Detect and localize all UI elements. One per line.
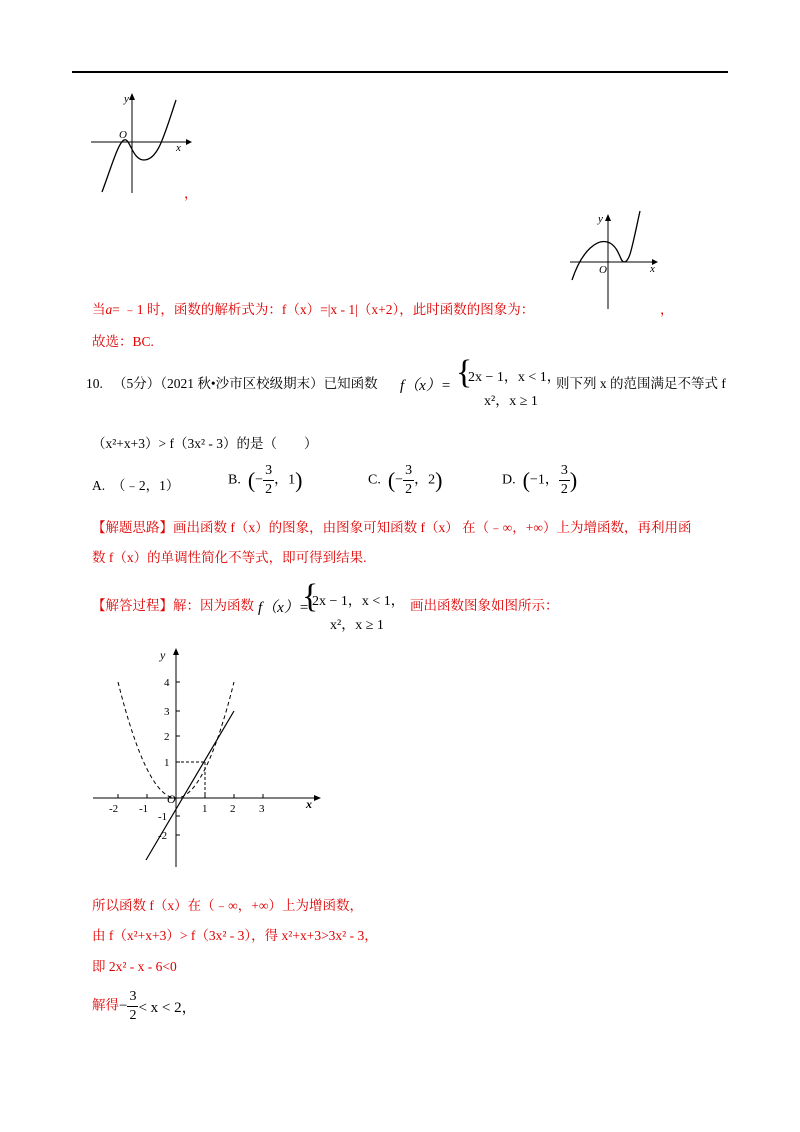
option-b[interactable]: B. (− $\frac{3}{2}$ ，1)	[228, 463, 303, 497]
conclusion-line3: 即 2x² - x - 6<0	[92, 959, 177, 974]
graph-y-label: y	[160, 648, 166, 662]
q10-number: 10.	[86, 376, 103, 391]
process-case1: 2x − 1，x < 1，	[312, 594, 405, 609]
graph-x-label: x	[306, 797, 312, 811]
q10-case1: 2x − 1，x < 1，	[468, 370, 561, 385]
y-tick-neg2: -2	[158, 830, 168, 842]
top-graph-x-label: x	[176, 142, 181, 154]
graph-origin-label: O	[167, 792, 176, 806]
process-func-name: f（x）=	[258, 600, 309, 616]
q10-intro	[86, 372, 378, 392]
conclusion-line1: 所以函数 f（x）在（﹣∞，+∞）上为增函数，	[92, 898, 363, 913]
answer9-line1: 当a= ﹣1 时，函数的解析式为：f（x）=|x - 1|（x+2），此时函数的图象为：	[92, 302, 535, 317]
q10-score: （5分）	[113, 376, 161, 391]
x-tick-1: 1	[202, 803, 208, 815]
function-graph	[88, 645, 328, 870]
q10-case2: x²，x ≥ 1	[484, 394, 538, 409]
thinking-line2: 数 f（x）的单调性简化不等式，即可得到结果.	[92, 550, 367, 565]
right-graph-origin-label: O	[599, 264, 607, 276]
cubic-graph-right	[568, 205, 668, 311]
process-tail: 画出函数图象如图所示：	[410, 598, 559, 613]
x-tick-3: 3	[259, 803, 265, 815]
x-tick-2: 2	[230, 803, 236, 815]
x-tick-neg2: -2	[109, 803, 119, 815]
y-tick-3: 3	[164, 706, 170, 718]
q10-source: （2021 秋•沙市区校级期末）已知函数	[160, 376, 378, 391]
conclusion-line2: 由 f（x²+x+3）> f（3x² - 3），得 x²+x+3>3x² - 3，	[92, 928, 378, 943]
thinking-line1: 【解题思路】画出函数 f（x）的图象，由图象可知函数 f（x） 在（﹣∞，+∞）上为增函数，再利用函	[92, 520, 692, 535]
process-intro: 【解答过程】解：因为函数	[92, 598, 254, 613]
header-rule	[72, 71, 728, 73]
right-graph-y-label: y	[598, 213, 603, 225]
q10-func-name: f（x）=	[400, 378, 451, 394]
right-graph-comma: ，	[660, 302, 674, 317]
option-a[interactable]: A. （﹣2，1）	[92, 478, 180, 493]
right-graph-x-label: x	[650, 263, 655, 275]
conclusion-line4: 解得− $\frac{3}{2}$ < x < 2，	[92, 989, 197, 1023]
y-tick-2: 2	[164, 731, 170, 743]
top-graph-origin-label: O	[119, 129, 127, 141]
top-graph-comma: ，	[184, 186, 198, 201]
option-d[interactable]: D. (−1， $\frac{3}{2}$ )	[502, 463, 578, 497]
cubic-graph-top	[86, 88, 196, 198]
x-tick-neg1: -1	[139, 803, 149, 815]
y-tick-1: 1	[164, 757, 170, 769]
q10-tail: 则下列 x 的范围满足不等式 f	[556, 376, 726, 391]
top-graph-y-label: y	[124, 93, 129, 105]
process-case2: x²，x ≥ 1	[330, 618, 384, 633]
option-c[interactable]: C. (− $\frac{3}{2}$ ，2)	[368, 463, 443, 497]
q10-piecewise: { 2x − 1，x < 1， x²，x ≥ 1	[456, 354, 561, 409]
y-tick-neg1: -1	[158, 811, 168, 823]
q10-inequality: （x²+x+3）> f（3x² - 3）的是（ ）	[92, 436, 318, 451]
process-piecewise: { 2x − 1，x < 1， x²，x ≥ 1	[302, 578, 405, 633]
y-tick-4: 4	[164, 677, 170, 689]
answer9-line2: 故选：BC.	[92, 334, 154, 349]
